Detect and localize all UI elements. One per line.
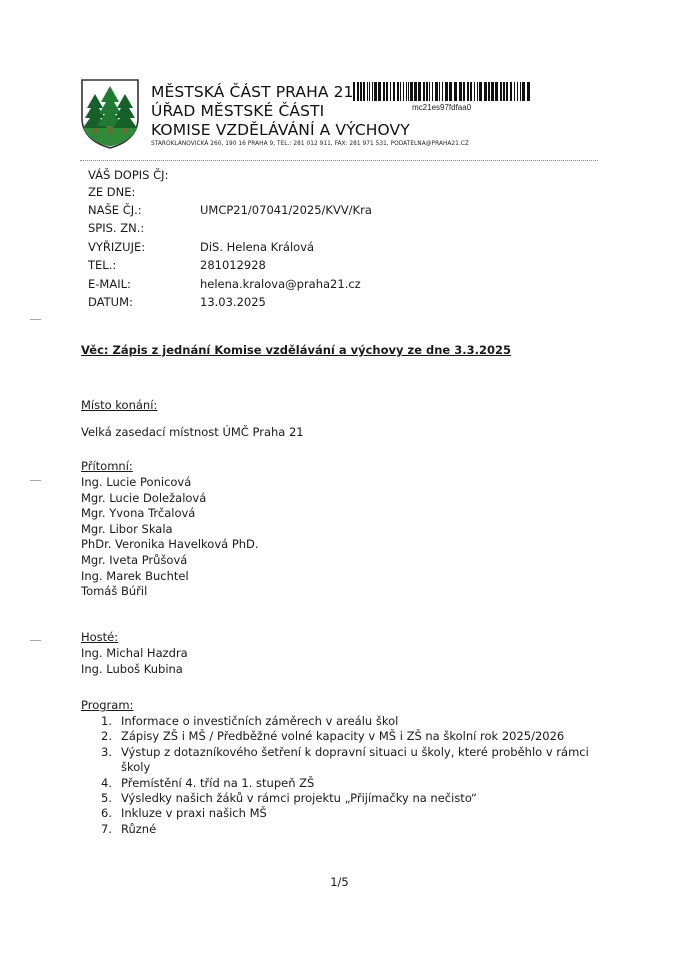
program-item (81, 822, 611, 837)
page-number: 1/5 (330, 875, 349, 889)
program-heading: Program: (81, 698, 134, 712)
list-item: Ing. Luboš Kubina (81, 661, 183, 676)
program-item (81, 776, 611, 791)
meta-label: DATUM: (88, 295, 133, 309)
program-item-number: 7. (101, 821, 112, 836)
program-item-number: 1. (101, 714, 112, 728)
list-item: PhDr. Veronika Havelková PhD. (81, 537, 259, 552)
meta-label: SPIS. ZN.: (88, 221, 145, 235)
municipality-coat-of-arms-logo (80, 78, 140, 150)
list-item: Ing. Lucie Ponicová (81, 475, 192, 489)
list-item: Mgr. Iveta Průšová (81, 552, 188, 567)
guests-list (81, 646, 188, 677)
list-item: Mgr. Libor Skala (81, 521, 173, 536)
program-item-text: Různé (121, 821, 157, 836)
list-item: Tomáš Búřil (81, 584, 148, 599)
program-item-text-continued: školy (121, 760, 151, 775)
program-list (81, 714, 611, 837)
program-item-number: 2. (101, 729, 112, 744)
meta-value: UMCP21/07041/2025/KVV/Kra (200, 203, 372, 217)
program-item-text: Výsledky našich žáků v rámci projektu „Přijímačky na nečisto“ (121, 791, 477, 806)
meta-label: NAŠE ČJ.: (88, 203, 142, 217)
program-item-text: Informace o investičních záměrech v areálu škol (121, 714, 399, 728)
venue-heading: Místo konání: (81, 398, 158, 412)
meta-label: E-MAIL: (88, 277, 131, 291)
meta-value: 281012928 (200, 258, 266, 272)
document-subject: Věc: Zápis z jednání Komise vzdělávání a výchovy ze dne 3.3.2025 (81, 343, 511, 357)
program-item-number: 5. (101, 791, 112, 806)
barcode-text: mc21es97fdfaa0 (412, 103, 472, 112)
list-item: Ing. Marek Buchtel (81, 568, 189, 583)
org-address: STAROKLÁNOVICKÁ 260, 190 16 PRAHA 9, TEL.: 281 012 911, FAX: 281 971 531, PODATELNA@PRAHA21.CZ (151, 141, 469, 147)
present-heading: Přítomní: (81, 459, 133, 473)
program-item (81, 714, 611, 729)
org-name-line-2: ÚŘAD MĚSTSKÉ ČÁSTI (151, 102, 325, 120)
meta-value: 13.03.2025 (200, 295, 266, 309)
program-item-text: Inkluze v praxi našich MŠ (121, 806, 267, 821)
list-item: Ing. Michal Hazdra (81, 646, 188, 660)
venue-text: Velká zasedací místnost ÚMČ Praha 21 (81, 425, 304, 439)
list-item: Mgr. Yvona Trčalová (81, 506, 196, 521)
program-item-text: Přemístění 4. tříd na 1. stupeň ZŠ (121, 775, 315, 790)
meta-value: DiS. Helena Králová (200, 240, 315, 254)
present-list (81, 475, 259, 600)
meta-label: ZE DNE: (88, 185, 136, 199)
guests-heading: Hosté: (81, 630, 119, 644)
program-item (81, 806, 611, 821)
program-item (81, 791, 611, 806)
program-item-number: 3. (101, 744, 112, 759)
program-item (81, 745, 611, 776)
program-item-text: Zápisy ZŠ i MŠ / Předběžné volné kapacity v MŠ i ZŠ na školní rok 2025/2026 (121, 729, 565, 744)
program-item-text: Výstup z dotazníkového šetření k dopravní situaci u školy, které proběhlo v rámci (121, 744, 589, 759)
meta-label: VÁŠ DOPIS ČJ: (88, 168, 169, 182)
program-item-number: 4. (101, 775, 112, 790)
program-item (81, 729, 611, 744)
meta-value: helena.kralova@praha21.cz (200, 277, 361, 291)
list-item: Mgr. Lucie Doležalová (81, 490, 207, 505)
org-name-line-1: MĚSTSKÁ ČÁST PRAHA 21 (151, 83, 354, 101)
meta-label: VYŘIZUJE: (88, 240, 146, 254)
document-barcode (353, 82, 531, 101)
fold-mark (30, 480, 41, 481)
fold-mark (30, 319, 41, 320)
program-item-number: 6. (101, 806, 112, 821)
fold-mark (30, 640, 41, 641)
header-divider (80, 160, 598, 161)
meta-label: TEL.: (88, 258, 117, 272)
org-name-line-3: KOMISE VZDĚLÁVÁNÍ A VÝCHOVY (151, 121, 410, 139)
